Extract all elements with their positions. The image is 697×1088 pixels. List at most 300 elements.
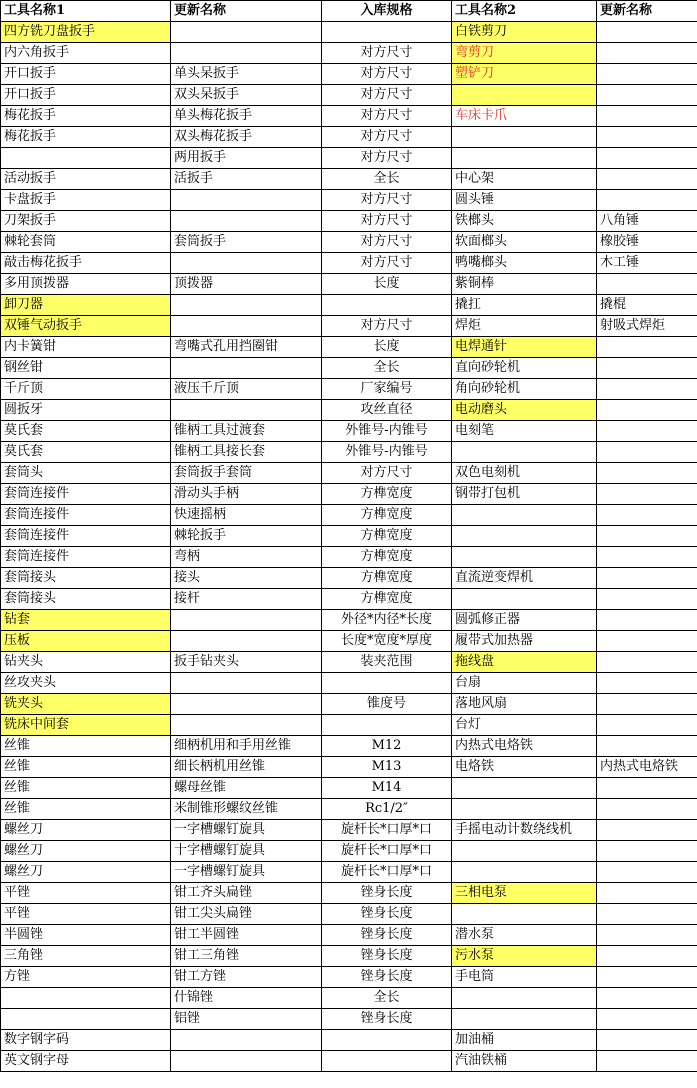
table-row xyxy=(1,736,697,757)
tool-name-1-cell[interactable]: 钻夹头 xyxy=(1,652,171,673)
storage-spec-cell[interactable]: 对方尺寸 xyxy=(322,64,452,85)
update-name-1-cell[interactable]: 钳工半圆锉 xyxy=(171,925,322,946)
tool-name-2-cell[interactable]: 弯剪刀 xyxy=(452,43,597,64)
table-row xyxy=(1,484,697,505)
update-name-2-cell[interactable] xyxy=(597,673,697,694)
table-row xyxy=(1,169,697,190)
update-name-1-cell[interactable] xyxy=(171,1030,322,1051)
tool-name-2-cell[interactable]: 白铁剪刀 xyxy=(452,22,597,43)
tool-name-1-cell[interactable]: 套筒连接件 xyxy=(1,526,171,547)
tool-name-1-cell[interactable] xyxy=(1,988,171,1009)
storage-spec-cell[interactable]: 对方尺寸 xyxy=(322,253,452,274)
tool-name-1-cell[interactable]: 四方铣刀盘扳手 xyxy=(1,22,171,43)
tool-name-2-cell[interactable]: 钢带打包机 xyxy=(452,484,597,505)
update-name-1-cell[interactable]: 双头梅花扳手 xyxy=(171,127,322,148)
update-name-2-cell[interactable] xyxy=(597,1009,697,1030)
tool-name-1-cell[interactable]: 丝锥 xyxy=(1,778,171,799)
tool-name-1-cell[interactable]: 丝锥 xyxy=(1,799,171,820)
table-row xyxy=(1,442,697,463)
update-name-2-cell[interactable] xyxy=(597,358,697,379)
update-name-1-cell[interactable] xyxy=(171,715,322,736)
update-name-2-cell[interactable]: 内热式电烙铁 xyxy=(597,757,697,778)
update-name-2-cell[interactable] xyxy=(597,799,697,820)
storage-spec-cell[interactable]: 对方尺寸 xyxy=(322,463,452,484)
storage-spec-cell[interactable]: 方榫宽度 xyxy=(322,526,452,547)
update-name-2-cell[interactable] xyxy=(597,190,697,211)
update-name-2-cell[interactable] xyxy=(597,505,697,526)
update-name-1-cell[interactable]: 两用扳手 xyxy=(171,148,322,169)
update-name-1-cell[interactable] xyxy=(171,190,322,211)
storage-spec-cell[interactable]: 旋杆长*口厚*口 xyxy=(322,841,452,862)
tool-name-2-cell[interactable] xyxy=(452,547,597,568)
storage-spec-cell[interactable]: 全长 xyxy=(322,169,452,190)
storage-spec-cell[interactable]: 方榫宽度 xyxy=(322,547,452,568)
header-tool-name-2[interactable]: 工具名称2 xyxy=(452,1,597,22)
tool-name-2-cell[interactable]: 加油桶 xyxy=(452,1030,597,1051)
storage-spec-cell[interactable] xyxy=(322,1051,452,1072)
update-name-1-cell[interactable] xyxy=(171,253,322,274)
table-row xyxy=(1,673,697,694)
tool-name-1-cell[interactable]: 螺丝刀 xyxy=(1,841,171,862)
update-name-2-cell[interactable] xyxy=(597,631,697,652)
update-name-2-cell[interactable] xyxy=(597,106,697,127)
storage-spec-cell[interactable]: 对方尺寸 xyxy=(322,190,452,211)
tool-name-2-cell[interactable] xyxy=(452,589,597,610)
table-row xyxy=(1,1030,697,1051)
storage-spec-cell[interactable]: 锉身长度 xyxy=(322,946,452,967)
update-name-1-cell[interactable] xyxy=(171,400,322,421)
update-name-1-cell[interactable] xyxy=(171,610,322,631)
storage-spec-cell[interactable]: 对方尺寸 xyxy=(322,232,452,253)
table-row xyxy=(1,421,697,442)
tool-name-1-cell[interactable]: 螺丝刀 xyxy=(1,820,171,841)
update-name-1-cell[interactable]: 接杆 xyxy=(171,589,322,610)
tool-name-1-cell[interactable]: 英文钢字母 xyxy=(1,1051,171,1072)
update-name-1-cell[interactable]: 单头呆扳手 xyxy=(171,64,322,85)
header-row xyxy=(1,1,697,22)
tool-name-2-cell[interactable]: 手电筒 xyxy=(452,967,597,988)
tool-name-2-cell[interactable] xyxy=(452,1009,597,1030)
tool-name-1-cell[interactable]: 刀架扳手 xyxy=(1,211,171,232)
tool-name-1-cell[interactable]: 压板 xyxy=(1,631,171,652)
table-row xyxy=(1,379,697,400)
storage-spec-cell[interactable]: 全长 xyxy=(322,988,452,1009)
update-name-1-cell[interactable]: 钳工三角锉 xyxy=(171,946,322,967)
storage-spec-cell[interactable]: M14 xyxy=(322,778,452,799)
tool-name-2-cell[interactable] xyxy=(452,778,597,799)
storage-spec-cell[interactable] xyxy=(322,295,452,316)
update-name-1-cell[interactable] xyxy=(171,673,322,694)
storage-spec-cell[interactable]: 攻丝直径 xyxy=(322,400,452,421)
table-row xyxy=(1,589,697,610)
tool-name-2-cell[interactable] xyxy=(452,85,597,106)
update-name-2-cell[interactable] xyxy=(597,988,697,1009)
update-name-1-cell[interactable] xyxy=(171,22,322,43)
table-row xyxy=(1,547,697,568)
storage-spec-cell[interactable]: 对方尺寸 xyxy=(322,148,452,169)
update-name-1-cell[interactable]: 棘轮扳手 xyxy=(171,526,322,547)
update-name-1-cell[interactable]: 锥柄工具过渡套 xyxy=(171,421,322,442)
table-row xyxy=(1,904,697,925)
table-row xyxy=(1,64,697,85)
table-row xyxy=(1,274,697,295)
tool-name-2-cell[interactable]: 焊炬 xyxy=(452,316,597,337)
storage-spec-cell[interactable]: 厂家编号 xyxy=(322,379,452,400)
update-name-2-cell[interactable] xyxy=(597,169,697,190)
update-name-1-cell[interactable]: 螺母丝锥 xyxy=(171,778,322,799)
update-name-2-cell[interactable] xyxy=(597,862,697,883)
update-name-1-cell[interactable]: 扳手钻夹头 xyxy=(171,652,322,673)
tool-name-1-cell[interactable]: 平锉 xyxy=(1,904,171,925)
header-storage-spec[interactable]: 入库规格 xyxy=(322,1,452,22)
update-name-1-cell[interactable]: 铝锉 xyxy=(171,1009,322,1030)
storage-spec-cell[interactable]: 对方尺寸 xyxy=(322,316,452,337)
tool-name-2-cell[interactable]: 双色电刻机 xyxy=(452,463,597,484)
storage-spec-cell[interactable]: 对方尺寸 xyxy=(322,127,452,148)
tool-name-1-cell[interactable]: 梅花扳手 xyxy=(1,127,171,148)
tool-name-2-cell[interactable]: 落地风扇 xyxy=(452,694,597,715)
update-name-2-cell[interactable] xyxy=(597,526,697,547)
update-name-1-cell[interactable] xyxy=(171,1051,322,1072)
update-name-2-cell[interactable] xyxy=(597,715,697,736)
update-name-1-cell[interactable]: 液压千斤顶 xyxy=(171,379,322,400)
update-name-2-cell[interactable] xyxy=(597,568,697,589)
update-name-1-cell[interactable]: 什锦锉 xyxy=(171,988,322,1009)
tool-name-1-cell[interactable]: 千斤顶 xyxy=(1,379,171,400)
storage-spec-cell[interactable]: 锉身长度 xyxy=(322,967,452,988)
update-name-2-cell[interactable] xyxy=(597,1051,697,1072)
table-row xyxy=(1,85,697,106)
tool-name-1-cell[interactable]: 套筒连接件 xyxy=(1,505,171,526)
update-name-2-cell[interactable] xyxy=(597,337,697,358)
update-name-2-cell[interactable] xyxy=(597,442,697,463)
update-name-2-cell[interactable] xyxy=(597,421,697,442)
tool-name-2-cell[interactable]: 潜水泵 xyxy=(452,925,597,946)
tool-name-1-cell[interactable]: 梅花扳手 xyxy=(1,106,171,127)
storage-spec-cell[interactable]: 锉身长度 xyxy=(322,925,452,946)
storage-spec-cell[interactable]: 长度 xyxy=(322,337,452,358)
update-name-1-cell[interactable]: 钳工齐头扁锉 xyxy=(171,883,322,904)
update-name-2-cell[interactable]: 八角锤 xyxy=(597,211,697,232)
tool-name-2-cell[interactable]: 软面榔头 xyxy=(452,232,597,253)
update-name-2-cell[interactable] xyxy=(597,400,697,421)
tool-name-2-cell[interactable]: 内热式电烙铁 xyxy=(452,736,597,757)
storage-spec-cell[interactable]: 方榫宽度 xyxy=(322,568,452,589)
table-row xyxy=(1,505,697,526)
tool-name-1-cell[interactable]: 半圆锉 xyxy=(1,925,171,946)
tool-name-1-cell[interactable]: 莫氏套 xyxy=(1,442,171,463)
update-name-2-cell[interactable] xyxy=(597,85,697,106)
update-name-1-cell[interactable]: 细柄机用和手用丝锥 xyxy=(171,736,322,757)
table-row xyxy=(1,946,697,967)
update-name-1-cell[interactable]: 弯嘴式孔用挡圈钳 xyxy=(171,337,322,358)
storage-spec-cell[interactable]: 对方尺寸 xyxy=(322,43,452,64)
tool-name-1-cell[interactable]: 开口扳手 xyxy=(1,85,171,106)
tool-name-1-cell[interactable]: 圆扳牙 xyxy=(1,400,171,421)
tool-name-1-cell[interactable] xyxy=(1,1009,171,1030)
tool-name-2-cell[interactable]: 角向砂轮机 xyxy=(452,379,597,400)
table-row xyxy=(1,400,697,421)
tool-name-1-cell[interactable]: 敲击梅花扳手 xyxy=(1,253,171,274)
table-row xyxy=(1,190,697,211)
storage-spec-cell[interactable]: 全长 xyxy=(322,358,452,379)
tool-name-1-cell[interactable]: 钻套 xyxy=(1,610,171,631)
update-name-2-cell[interactable] xyxy=(597,652,697,673)
update-name-1-cell[interactable]: 一字槽螺钉旋具 xyxy=(171,862,322,883)
tool-name-2-cell[interactable]: 中心架 xyxy=(452,169,597,190)
tool-name-2-cell[interactable]: 塑铲刀 xyxy=(452,64,597,85)
storage-spec-cell[interactable]: 锉身长度 xyxy=(322,904,452,925)
update-name-2-cell[interactable] xyxy=(597,967,697,988)
tool-name-1-cell[interactable]: 丝锥 xyxy=(1,736,171,757)
storage-spec-cell[interactable]: 锉身长度 xyxy=(322,883,452,904)
tool-name-1-cell[interactable]: 棘轮套筒 xyxy=(1,232,171,253)
tool-name-2-cell[interactable] xyxy=(452,148,597,169)
tool-name-2-cell[interactable]: 电刻笔 xyxy=(452,421,597,442)
table-row xyxy=(1,295,697,316)
table-row xyxy=(1,22,697,43)
update-name-2-cell[interactable] xyxy=(597,127,697,148)
tool-name-1-cell[interactable]: 螺丝刀 xyxy=(1,862,171,883)
storage-spec-cell[interactable] xyxy=(322,715,452,736)
tool-name-1-cell[interactable]: 内卡簧钳 xyxy=(1,337,171,358)
update-name-2-cell[interactable] xyxy=(597,547,697,568)
tool-name-1-cell[interactable]: 莫氏套 xyxy=(1,421,171,442)
update-name-2-cell[interactable] xyxy=(597,841,697,862)
update-name-2-cell[interactable] xyxy=(597,22,697,43)
update-name-1-cell[interactable] xyxy=(171,316,322,337)
tool-name-1-cell[interactable]: 三角锉 xyxy=(1,946,171,967)
tool-name-2-cell[interactable]: 圆头锤 xyxy=(452,190,597,211)
tool-name-2-cell[interactable]: 台扇 xyxy=(452,673,597,694)
update-name-1-cell[interactable]: 钳工尖头扁锉 xyxy=(171,904,322,925)
storage-spec-cell[interactable]: 外径*内径*长度 xyxy=(322,610,452,631)
storage-spec-cell[interactable]: 锉身长度 xyxy=(322,1009,452,1030)
tool-name-2-cell[interactable]: 撬扛 xyxy=(452,295,597,316)
tool-name-1-cell[interactable]: 套筒头 xyxy=(1,463,171,484)
tool-name-1-cell[interactable]: 双锤气动扳手 xyxy=(1,316,171,337)
update-name-2-cell[interactable] xyxy=(597,589,697,610)
storage-spec-cell[interactable]: 长度*宽度*厚度 xyxy=(322,631,452,652)
update-name-2-cell[interactable] xyxy=(597,379,697,400)
tool-name-1-cell[interactable]: 数字钢字码 xyxy=(1,1030,171,1051)
update-name-1-cell[interactable] xyxy=(171,295,322,316)
tool-name-1-cell[interactable]: 多用顶拨器 xyxy=(1,274,171,295)
tool-name-1-cell[interactable]: 丝锥 xyxy=(1,757,171,778)
update-name-1-cell[interactable]: 接头 xyxy=(171,568,322,589)
tool-name-2-cell[interactable] xyxy=(452,127,597,148)
update-name-2-cell[interactable] xyxy=(597,463,697,484)
update-name-2-cell[interactable] xyxy=(597,820,697,841)
update-name-1-cell[interactable]: 弯柄 xyxy=(171,547,322,568)
tool-name-1-cell[interactable]: 钢丝钳 xyxy=(1,358,171,379)
update-name-1-cell[interactable]: 细长柄机用丝锥 xyxy=(171,757,322,778)
update-name-2-cell[interactable]: 射吸式焊炬 xyxy=(597,316,697,337)
update-name-1-cell[interactable] xyxy=(171,694,322,715)
update-name-2-cell[interactable] xyxy=(597,778,697,799)
tool-name-1-cell[interactable]: 套筒接头 xyxy=(1,589,171,610)
update-name-2-cell[interactable] xyxy=(597,904,697,925)
storage-spec-cell[interactable]: M13 xyxy=(322,757,452,778)
update-name-2-cell[interactable] xyxy=(597,736,697,757)
tool-name-2-cell[interactable]: 圆弧修正器 xyxy=(452,610,597,631)
update-name-2-cell[interactable]: 木工锤 xyxy=(597,253,697,274)
tool-name-2-cell[interactable]: 台灯 xyxy=(452,715,597,736)
table-row xyxy=(1,43,697,64)
tool-name-1-cell[interactable]: 套筒连接件 xyxy=(1,484,171,505)
tool-name-1-cell[interactable]: 套筒连接件 xyxy=(1,547,171,568)
tool-name-2-cell[interactable]: 履带式加热器 xyxy=(452,631,597,652)
header-tool-name-1[interactable]: 工具名称1 xyxy=(1,1,171,22)
tool-name-1-cell[interactable] xyxy=(1,148,171,169)
storage-spec-cell[interactable]: Rc1/2″ xyxy=(322,799,452,820)
storage-spec-cell[interactable]: 对方尺寸 xyxy=(322,85,452,106)
tool-name-2-cell[interactable]: 三相电泵 xyxy=(452,883,597,904)
update-name-1-cell[interactable]: 单头梅花扳手 xyxy=(171,106,322,127)
update-name-2-cell[interactable] xyxy=(597,946,697,967)
tool-name-2-cell[interactable]: 直流逆变焊机 xyxy=(452,568,597,589)
table-row xyxy=(1,862,697,883)
storage-spec-cell[interactable]: 外锥号-内锥号 xyxy=(322,442,452,463)
tool-name-1-cell[interactable]: 开口扳手 xyxy=(1,64,171,85)
table-row xyxy=(1,967,697,988)
update-name-2-cell[interactable] xyxy=(597,274,697,295)
update-name-2-cell[interactable] xyxy=(597,64,697,85)
table-row xyxy=(1,799,697,820)
tool-name-2-cell[interactable]: 手摇电动计数绕线机 xyxy=(452,820,597,841)
update-name-2-cell[interactable] xyxy=(597,925,697,946)
tool-name-2-cell[interactable] xyxy=(452,505,597,526)
tool-name-2-cell[interactable]: 电动磨头 xyxy=(452,400,597,421)
update-name-1-cell[interactable]: 顶拨器 xyxy=(171,274,322,295)
tool-name-1-cell[interactable]: 套筒接头 xyxy=(1,568,171,589)
storage-spec-cell[interactable]: 旋杆长*口厚*口 xyxy=(322,820,452,841)
table-row xyxy=(1,841,697,862)
table-row xyxy=(1,610,697,631)
storage-spec-cell[interactable] xyxy=(322,1030,452,1051)
update-name-1-cell[interactable] xyxy=(171,43,322,64)
update-name-1-cell[interactable]: 一字槽螺钉旋具 xyxy=(171,820,322,841)
tool-name-2-cell[interactable]: 拖线盘 xyxy=(452,652,597,673)
storage-spec-cell[interactable]: 方榫宽度 xyxy=(322,589,452,610)
table-row xyxy=(1,652,697,673)
table-row xyxy=(1,232,697,253)
storage-spec-cell[interactable] xyxy=(322,22,452,43)
update-name-2-cell[interactable] xyxy=(597,484,697,505)
update-name-2-cell[interactable] xyxy=(597,610,697,631)
table-row xyxy=(1,757,697,778)
tool-name-2-cell[interactable] xyxy=(452,799,597,820)
tool-name-1-cell[interactable]: 内六角扳手 xyxy=(1,43,171,64)
update-name-1-cell[interactable]: 十字槽螺钉旋具 xyxy=(171,841,322,862)
tool-name-2-cell[interactable] xyxy=(452,841,597,862)
tool-name-2-cell[interactable]: 直向砂轮机 xyxy=(452,358,597,379)
tool-name-2-cell[interactable] xyxy=(452,526,597,547)
update-name-2-cell[interactable] xyxy=(597,1030,697,1051)
update-name-1-cell[interactable]: 双头呆扳手 xyxy=(171,85,322,106)
storage-spec-cell[interactable]: 方榫宽度 xyxy=(322,484,452,505)
storage-spec-cell[interactable]: 长度 xyxy=(322,274,452,295)
table-row xyxy=(1,358,697,379)
tool-name-2-cell[interactable]: 紫铜棒 xyxy=(452,274,597,295)
table-row xyxy=(1,631,697,652)
table-row xyxy=(1,337,697,358)
tool-name-2-cell[interactable] xyxy=(452,904,597,925)
update-name-1-cell[interactable] xyxy=(171,631,322,652)
update-name-1-cell[interactable]: 活扳手 xyxy=(171,169,322,190)
storage-spec-cell[interactable]: 方榫宽度 xyxy=(322,505,452,526)
tool-name-2-cell[interactable]: 汽油铁桶 xyxy=(452,1051,597,1072)
update-name-2-cell[interactable] xyxy=(597,694,697,715)
storage-spec-cell[interactable]: 装夹范围 xyxy=(322,652,452,673)
tool-name-2-cell[interactable]: 铁榔头 xyxy=(452,211,597,232)
table-row xyxy=(1,526,697,547)
tool-name-2-cell[interactable]: 车床卡爪 xyxy=(452,106,597,127)
update-name-1-cell[interactable]: 滑动头手柄 xyxy=(171,484,322,505)
tool-name-2-cell[interactable] xyxy=(452,862,597,883)
update-name-1-cell[interactable]: 米制锥形螺纹丝锥 xyxy=(171,799,322,820)
table-row xyxy=(1,211,697,232)
table-row xyxy=(1,1051,697,1072)
update-name-1-cell[interactable] xyxy=(171,358,322,379)
update-name-2-cell[interactable] xyxy=(597,883,697,904)
table-row xyxy=(1,988,697,1009)
table-row xyxy=(1,463,697,484)
storage-spec-cell[interactable]: 对方尺寸 xyxy=(322,211,452,232)
update-name-1-cell[interactable]: 锥柄工具接长套 xyxy=(171,442,322,463)
tool-name-2-cell[interactable] xyxy=(452,988,597,1009)
table-row xyxy=(1,778,697,799)
table-row xyxy=(1,127,697,148)
update-name-2-cell[interactable] xyxy=(597,43,697,64)
storage-spec-cell[interactable]: 外锥号-内锥号 xyxy=(322,421,452,442)
tool-name-1-cell[interactable]: 平锉 xyxy=(1,883,171,904)
table-row xyxy=(1,1009,697,1030)
storage-spec-cell[interactable] xyxy=(322,673,452,694)
tool-name-1-cell[interactable]: 方锉 xyxy=(1,967,171,988)
storage-spec-cell[interactable]: 对方尺寸 xyxy=(322,106,452,127)
update-name-2-cell[interactable]: 橡胶锤 xyxy=(597,232,697,253)
tool-name-1-cell[interactable]: 铣床中间套 xyxy=(1,715,171,736)
update-name-1-cell[interactable]: 套筒扳手套筒 xyxy=(171,463,322,484)
table-row xyxy=(1,820,697,841)
storage-spec-cell[interactable]: 锥度号 xyxy=(322,694,452,715)
tool-name-1-cell[interactable]: 卡盘扳手 xyxy=(1,190,171,211)
update-name-1-cell[interactable]: 钳工方锉 xyxy=(171,967,322,988)
table-row xyxy=(1,316,697,337)
tool-name-1-cell[interactable]: 铣夹头 xyxy=(1,694,171,715)
header-update-name-1[interactable]: 更新名称 xyxy=(171,1,322,22)
table-row xyxy=(1,883,697,904)
tool-name-1-cell[interactable]: 卸刀器 xyxy=(1,295,171,316)
update-name-2-cell[interactable] xyxy=(597,148,697,169)
tool-name-1-cell[interactable]: 活动扳手 xyxy=(1,169,171,190)
tool-name-2-cell[interactable]: 电焊通针 xyxy=(452,337,597,358)
tool-name-2-cell[interactable]: 电烙铁 xyxy=(452,757,597,778)
tool-name-2-cell[interactable] xyxy=(452,442,597,463)
update-name-1-cell[interactable]: 套筒扳手 xyxy=(171,232,322,253)
header-update-name-2[interactable]: 更新名称 xyxy=(597,1,697,22)
update-name-1-cell[interactable]: 快速摇柄 xyxy=(171,505,322,526)
table-row xyxy=(1,694,697,715)
storage-spec-cell[interactable]: 旋杆长*口厚*口 xyxy=(322,862,452,883)
tool-name-1-cell[interactable]: 丝攻夹头 xyxy=(1,673,171,694)
storage-spec-cell[interactable]: M12 xyxy=(322,736,452,757)
update-name-1-cell[interactable] xyxy=(171,211,322,232)
update-name-2-cell[interactable]: 撬棍 xyxy=(597,295,697,316)
tool-name-2-cell[interactable]: 污水泵 xyxy=(452,946,597,967)
tool-name-2-cell[interactable]: 鸭嘴榔头 xyxy=(452,253,597,274)
